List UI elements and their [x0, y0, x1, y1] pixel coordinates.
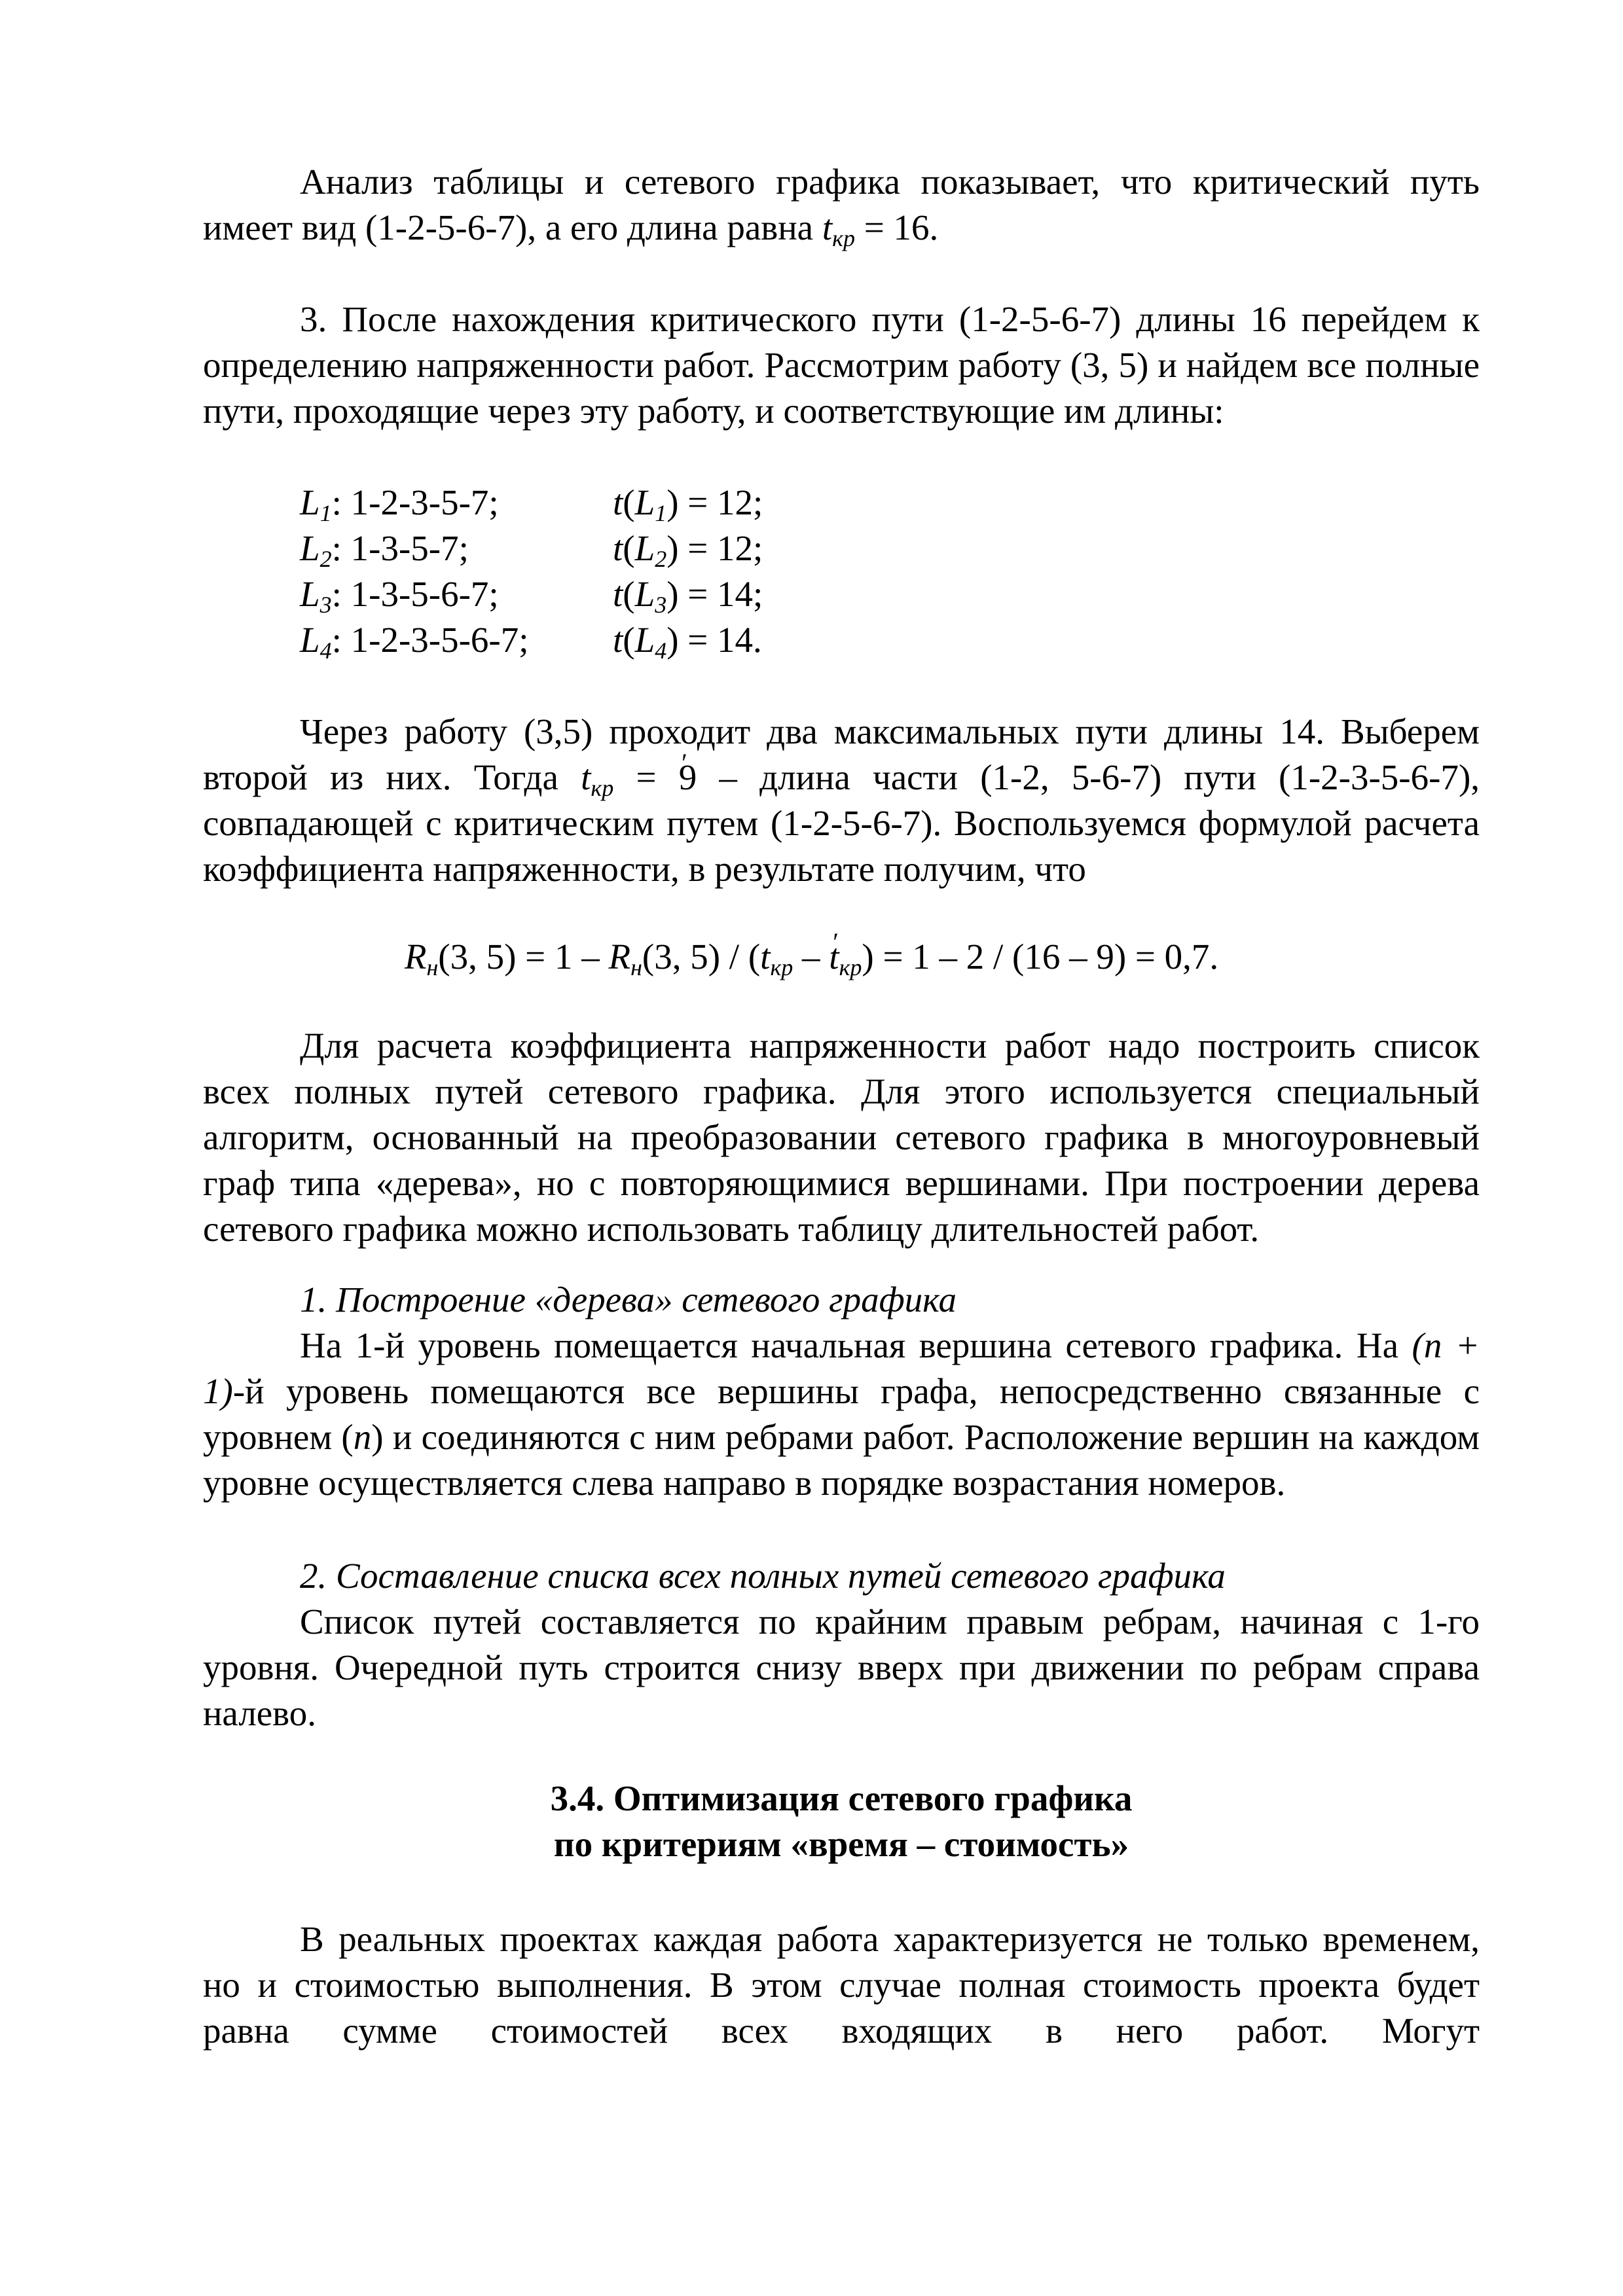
- paragraph-critical-path: Анализ таблицы и сетевого графика показывает, что критический путь имеет вид (1-2-5-6-7), а его длина равна $t_{кр} = 16$.: [203, 162, 1480, 251]
- path-item: $L_2$: 1-3-5-7; $t(L_2) = 12$;: [300, 528, 763, 572]
- subsection-title: 1. Построение «дерева» сетевого графика: [300, 1280, 957, 1319]
- formula-intensity: $R_н(3$, $5) = 1 - R_н(3$, $5) / (t_{кр}$ – t $'_{кр}) = 1 - 2 / (16 - 9) = 0,7$.: [0, 934, 1623, 980]
- path-item: $L_4$: 1-2-3-5-6-7; $t(L_4) = 14$.: [300, 620, 762, 664]
- path-item: $L_1$: 1-2-3-5-7; $t(L_1) = 12$;: [300, 482, 763, 526]
- section-heading: 3.4. Оптимизация сетевого графика по критериям «время – стоимость»: [550, 1778, 1133, 1864]
- path-item: $L_3$: 1-3-5-6-7; $t(L_3) = 14$;: [300, 574, 763, 618]
- subsection-tree: 1. Построение «дерева» сетевого графика На 1-й уровень помещается начальная вершина сетевого графика. На (n + 1)-й уровень помещаются все вершины графа, непосредственно связанные с уровнем (n) и соединяются с ним ребрами работ. Расположение вершин на каждом уровне осуществляется слева направо в порядке возрастания номеров.: [203, 1277, 1480, 1506]
- subsection-paths-list: 2. Составление списка всех полных путей сетевого графика Список путей составляется по крайним правым ребрам, начиная с 1-го уровня. Очередной путь строится снизу вверх при движении по ребрам справа налево.: [203, 1553, 1480, 1736]
- paragraph-algorithm: Для расчета коэффициента напряженности работ надо построить список всех полных путей сетевого графика. Для этого используется специальный алгоритм, основанный на преобразовании сетевого графика в многоуровневый граф типа «дерева», но с повторяющимися вершинами. При построении дерева сетевого графика можно использовать таблицу длительностей работ.: [203, 1026, 1480, 1249]
- paragraph-cost: В реальных проектах каждая работа характеризуется не только временем, но и стоимостью выполнения. В этом случае полная стоимость проекта будет равна сумме стоимостей всех входящих в него работ. Могут: [203, 1919, 1480, 2051]
- subsection-title: 2. Составление списка всех полных путей сетевого графика: [300, 1556, 1226, 1596]
- paths-list: [300, 480, 955, 663]
- paragraph-intensity-intro: 3. После нахождения критического пути (1-2-5-6-7) длины 16 перейдем к определению напряженности работ. Рассмотрим работу (3, 5) и найдем все полные пути, проходящие через эту работу, и соответствующие им длины:: [203, 299, 1480, 431]
- paragraph-max-paths: Через работу (3,5) проходит два максимальных пути длины 14. Выберем второй из них. Тогда t $'_{кр} = 9$ – длина части (1-2, 5-6-7) пути (1-2-3-5-6-7), совпадающей с критическим путем (1-2-5-6-7). Воспользуемся формулой расчета коэффициента напряженности, в результате получим, что: [203, 709, 1480, 892]
